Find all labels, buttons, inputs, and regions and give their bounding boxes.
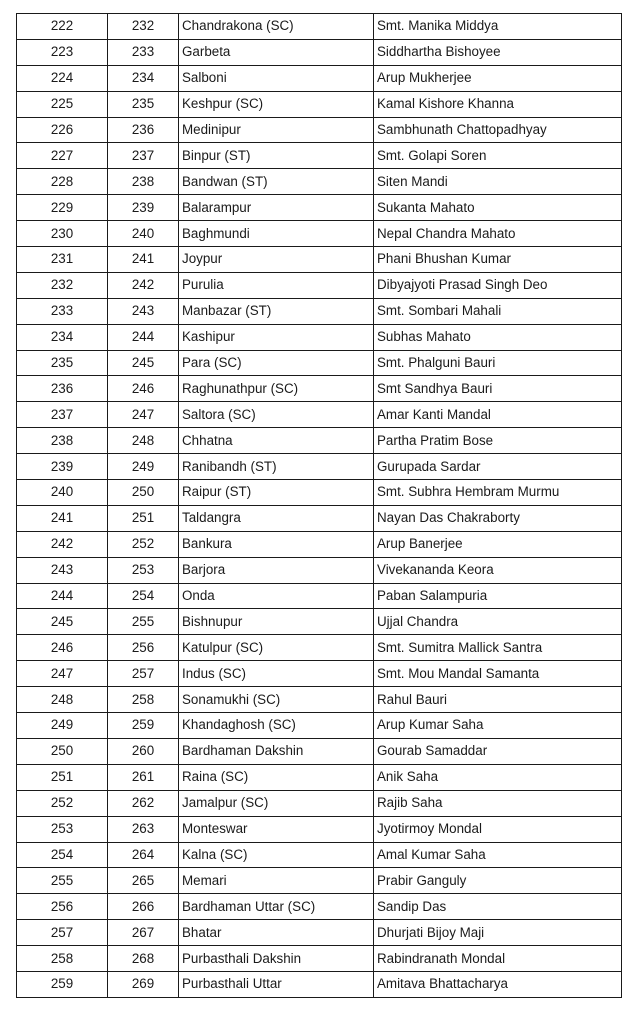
constituency-number-cell: 243 — [108, 298, 179, 324]
constituency-name-cell: Bhatar — [179, 920, 374, 946]
constituency-number-cell: 251 — [108, 505, 179, 531]
table-row — [17, 738, 622, 764]
candidate-name-cell: Rabindranath Mondal — [374, 946, 622, 972]
candidate-name-cell: Rajib Saha — [374, 790, 622, 816]
constituency-name-cell: Sonamukhi (SC) — [179, 687, 374, 713]
serial-number-cell: 235 — [17, 350, 108, 376]
candidate-name-cell: Nayan Das Chakraborty — [374, 505, 622, 531]
constituency-number-cell: 253 — [108, 557, 179, 583]
constituency-name-cell: Kalna (SC) — [179, 842, 374, 868]
candidate-table — [16, 13, 622, 998]
constituency-number-cell: 249 — [108, 454, 179, 480]
constituency-name-cell: Memari — [179, 868, 374, 894]
table-row — [17, 842, 622, 868]
table-row — [17, 272, 622, 298]
candidate-name-cell: Amar Kanti Mandal — [374, 402, 622, 428]
serial-number-cell: 232 — [17, 272, 108, 298]
constituency-number-cell: 268 — [108, 946, 179, 972]
serial-number-cell: 240 — [17, 480, 108, 506]
serial-number-cell: 245 — [17, 609, 108, 635]
candidate-name-cell: Amitava Bhattacharya — [374, 971, 622, 997]
candidate-name-cell: Smt. Subhra Hembram Murmu — [374, 480, 622, 506]
candidate-name-cell: Smt. Golapi Soren — [374, 143, 622, 169]
constituency-number-cell: 239 — [108, 195, 179, 221]
constituency-number-cell: 266 — [108, 894, 179, 920]
candidate-name-cell: Rahul Bauri — [374, 687, 622, 713]
table-row — [17, 764, 622, 790]
table-row — [17, 169, 622, 195]
candidate-name-cell: Sambhunath Chattopadhyay — [374, 117, 622, 143]
constituency-name-cell: Balarampur — [179, 195, 374, 221]
serial-number-cell: 239 — [17, 454, 108, 480]
constituency-name-cell: Taldangra — [179, 505, 374, 531]
serial-number-cell: 257 — [17, 920, 108, 946]
serial-number-cell: 223 — [17, 39, 108, 65]
constituency-name-cell: Onda — [179, 583, 374, 609]
candidate-name-cell: Paban Salampuria — [374, 583, 622, 609]
table-row — [17, 661, 622, 687]
candidate-name-cell: Smt. Sumitra Mallick Santra — [374, 635, 622, 661]
candidate-name-cell: Smt Sandhya Bauri — [374, 376, 622, 402]
candidate-table-body — [17, 14, 622, 998]
candidate-name-cell: Amal Kumar Saha — [374, 842, 622, 868]
constituency-name-cell: Raghunathpur (SC) — [179, 376, 374, 402]
serial-number-cell: 241 — [17, 505, 108, 531]
serial-number-cell: 228 — [17, 169, 108, 195]
serial-number-cell: 244 — [17, 583, 108, 609]
serial-number-cell: 243 — [17, 557, 108, 583]
serial-number-cell: 253 — [17, 816, 108, 842]
table-row — [17, 480, 622, 506]
constituency-number-cell: 237 — [108, 143, 179, 169]
candidate-name-cell: Prabir Ganguly — [374, 868, 622, 894]
constituency-name-cell: Joypur — [179, 247, 374, 273]
serial-number-cell: 224 — [17, 65, 108, 91]
constituency-name-cell: Barjora — [179, 557, 374, 583]
constituency-number-cell: 248 — [108, 428, 179, 454]
constituency-name-cell: Bishnupur — [179, 609, 374, 635]
candidate-name-cell: Sandip Das — [374, 894, 622, 920]
constituency-name-cell: Binpur (ST) — [179, 143, 374, 169]
serial-number-cell: 248 — [17, 687, 108, 713]
table-row — [17, 402, 622, 428]
constituency-name-cell: Purulia — [179, 272, 374, 298]
constituency-number-cell: 234 — [108, 65, 179, 91]
table-row — [17, 14, 622, 40]
constituency-number-cell: 241 — [108, 247, 179, 273]
constituency-name-cell: Manbazar (ST) — [179, 298, 374, 324]
constituency-name-cell: Jamalpur (SC) — [179, 790, 374, 816]
constituency-number-cell: 252 — [108, 531, 179, 557]
constituency-number-cell: 264 — [108, 842, 179, 868]
candidate-name-cell: Smt. Manika Middya — [374, 14, 622, 40]
table-row — [17, 298, 622, 324]
constituency-name-cell: Bardhaman Uttar (SC) — [179, 894, 374, 920]
constituency-number-cell: 262 — [108, 790, 179, 816]
constituency-number-cell: 242 — [108, 272, 179, 298]
constituency-name-cell: Garbeta — [179, 39, 374, 65]
candidate-name-cell: Gourab Samaddar — [374, 738, 622, 764]
table-row — [17, 583, 622, 609]
constituency-number-cell: 257 — [108, 661, 179, 687]
candidate-name-cell: Smt. Phalguni Bauri — [374, 350, 622, 376]
table-row — [17, 816, 622, 842]
table-row — [17, 971, 622, 997]
candidate-name-cell: Arup Banerjee — [374, 531, 622, 557]
constituency-name-cell: Keshpur (SC) — [179, 91, 374, 117]
candidate-name-cell: Smt. Sombari Mahali — [374, 298, 622, 324]
serial-number-cell: 254 — [17, 842, 108, 868]
table-row — [17, 247, 622, 273]
table-row — [17, 143, 622, 169]
candidate-name-cell: Arup Kumar Saha — [374, 713, 622, 739]
candidate-name-cell: Siddhartha Bishoyee — [374, 39, 622, 65]
constituency-number-cell: 244 — [108, 324, 179, 350]
table-row — [17, 428, 622, 454]
candidate-name-cell: Kamal Kishore Khanna — [374, 91, 622, 117]
candidate-name-cell: Jyotirmoy Mondal — [374, 816, 622, 842]
serial-number-cell: 222 — [17, 14, 108, 40]
serial-number-cell: 227 — [17, 143, 108, 169]
serial-number-cell: 258 — [17, 946, 108, 972]
table-row — [17, 920, 622, 946]
candidate-name-cell: Smt. Mou Mandal Samanta — [374, 661, 622, 687]
constituency-name-cell: Salboni — [179, 65, 374, 91]
candidate-name-cell: Arup Mukherjee — [374, 65, 622, 91]
table-row — [17, 635, 622, 661]
constituency-number-cell: 258 — [108, 687, 179, 713]
candidate-name-cell: Sukanta Mahato — [374, 195, 622, 221]
constituency-number-cell: 246 — [108, 376, 179, 402]
candidate-name-cell: Vivekananda Keora — [374, 557, 622, 583]
constituency-name-cell: Bardhaman Dakshin — [179, 738, 374, 764]
candidate-name-cell: Anik Saha — [374, 764, 622, 790]
constituency-name-cell: Saltora (SC) — [179, 402, 374, 428]
constituency-number-cell: 265 — [108, 868, 179, 894]
candidate-name-cell: Phani Bhushan Kumar — [374, 247, 622, 273]
serial-number-cell: 259 — [17, 971, 108, 997]
serial-number-cell: 229 — [17, 195, 108, 221]
table-row — [17, 350, 622, 376]
constituency-number-cell: 236 — [108, 117, 179, 143]
table-row — [17, 505, 622, 531]
table-row — [17, 868, 622, 894]
table-row — [17, 946, 622, 972]
table-row — [17, 687, 622, 713]
serial-number-cell: 246 — [17, 635, 108, 661]
candidate-name-cell: Ujjal Chandra — [374, 609, 622, 635]
serial-number-cell: 237 — [17, 402, 108, 428]
candidate-name-cell: Subhas Mahato — [374, 324, 622, 350]
serial-number-cell: 247 — [17, 661, 108, 687]
table-row — [17, 894, 622, 920]
table-row — [17, 454, 622, 480]
serial-number-cell: 233 — [17, 298, 108, 324]
candidate-name-cell: Nepal Chandra Mahato — [374, 221, 622, 247]
constituency-number-cell: 250 — [108, 480, 179, 506]
constituency-number-cell: 255 — [108, 609, 179, 635]
table-row — [17, 713, 622, 739]
candidate-name-cell: Dibyajyoti Prasad Singh Deo — [374, 272, 622, 298]
constituency-number-cell: 260 — [108, 738, 179, 764]
constituency-number-cell: 247 — [108, 402, 179, 428]
table-row — [17, 195, 622, 221]
constituency-name-cell: Baghmundi — [179, 221, 374, 247]
serial-number-cell: 226 — [17, 117, 108, 143]
serial-number-cell: 231 — [17, 247, 108, 273]
serial-number-cell: 225 — [17, 91, 108, 117]
serial-number-cell: 238 — [17, 428, 108, 454]
serial-number-cell: 242 — [17, 531, 108, 557]
serial-number-cell: 236 — [17, 376, 108, 402]
serial-number-cell: 251 — [17, 764, 108, 790]
constituency-name-cell: Indus (SC) — [179, 661, 374, 687]
table-row — [17, 117, 622, 143]
constituency-name-cell: Khandaghosh (SC) — [179, 713, 374, 739]
constituency-number-cell: 245 — [108, 350, 179, 376]
candidate-name-cell: Siten Mandi — [374, 169, 622, 195]
constituency-name-cell: Chandrakona (SC) — [179, 14, 374, 40]
constituency-number-cell: 259 — [108, 713, 179, 739]
serial-number-cell: 230 — [17, 221, 108, 247]
constituency-number-cell: 238 — [108, 169, 179, 195]
serial-number-cell: 256 — [17, 894, 108, 920]
constituency-number-cell: 240 — [108, 221, 179, 247]
serial-number-cell: 234 — [17, 324, 108, 350]
table-row — [17, 790, 622, 816]
table-row — [17, 65, 622, 91]
constituency-name-cell: Monteswar — [179, 816, 374, 842]
constituency-name-cell: Chhatna — [179, 428, 374, 454]
constituency-number-cell: 254 — [108, 583, 179, 609]
constituency-number-cell: 267 — [108, 920, 179, 946]
table-row — [17, 39, 622, 65]
table-row — [17, 221, 622, 247]
candidate-name-cell: Gurupada Sardar — [374, 454, 622, 480]
constituency-number-cell: 256 — [108, 635, 179, 661]
constituency-number-cell: 232 — [108, 14, 179, 40]
constituency-name-cell: Katulpur (SC) — [179, 635, 374, 661]
constituency-name-cell: Bankura — [179, 531, 374, 557]
constituency-name-cell: Ranibandh (ST) — [179, 454, 374, 480]
constituency-name-cell: Purbasthali Dakshin — [179, 946, 374, 972]
constituency-name-cell: Purbasthali Uttar — [179, 971, 374, 997]
serial-number-cell: 249 — [17, 713, 108, 739]
candidate-name-cell: Dhurjati Bijoy Maji — [374, 920, 622, 946]
table-row — [17, 324, 622, 350]
constituency-number-cell: 235 — [108, 91, 179, 117]
table-row — [17, 91, 622, 117]
constituency-number-cell: 261 — [108, 764, 179, 790]
candidate-name-cell: Partha Pratim Bose — [374, 428, 622, 454]
serial-number-cell: 255 — [17, 868, 108, 894]
constituency-name-cell: Medinipur — [179, 117, 374, 143]
table-row — [17, 557, 622, 583]
constituency-name-cell: Raipur (ST) — [179, 480, 374, 506]
constituency-number-cell: 269 — [108, 971, 179, 997]
constituency-name-cell: Raina (SC) — [179, 764, 374, 790]
constituency-number-cell: 263 — [108, 816, 179, 842]
constituency-number-cell: 233 — [108, 39, 179, 65]
table-row — [17, 531, 622, 557]
constituency-name-cell: Bandwan (ST) — [179, 169, 374, 195]
constituency-name-cell: Para (SC) — [179, 350, 374, 376]
serial-number-cell: 252 — [17, 790, 108, 816]
serial-number-cell: 250 — [17, 738, 108, 764]
table-row — [17, 609, 622, 635]
constituency-name-cell: Kashipur — [179, 324, 374, 350]
table-row — [17, 376, 622, 402]
